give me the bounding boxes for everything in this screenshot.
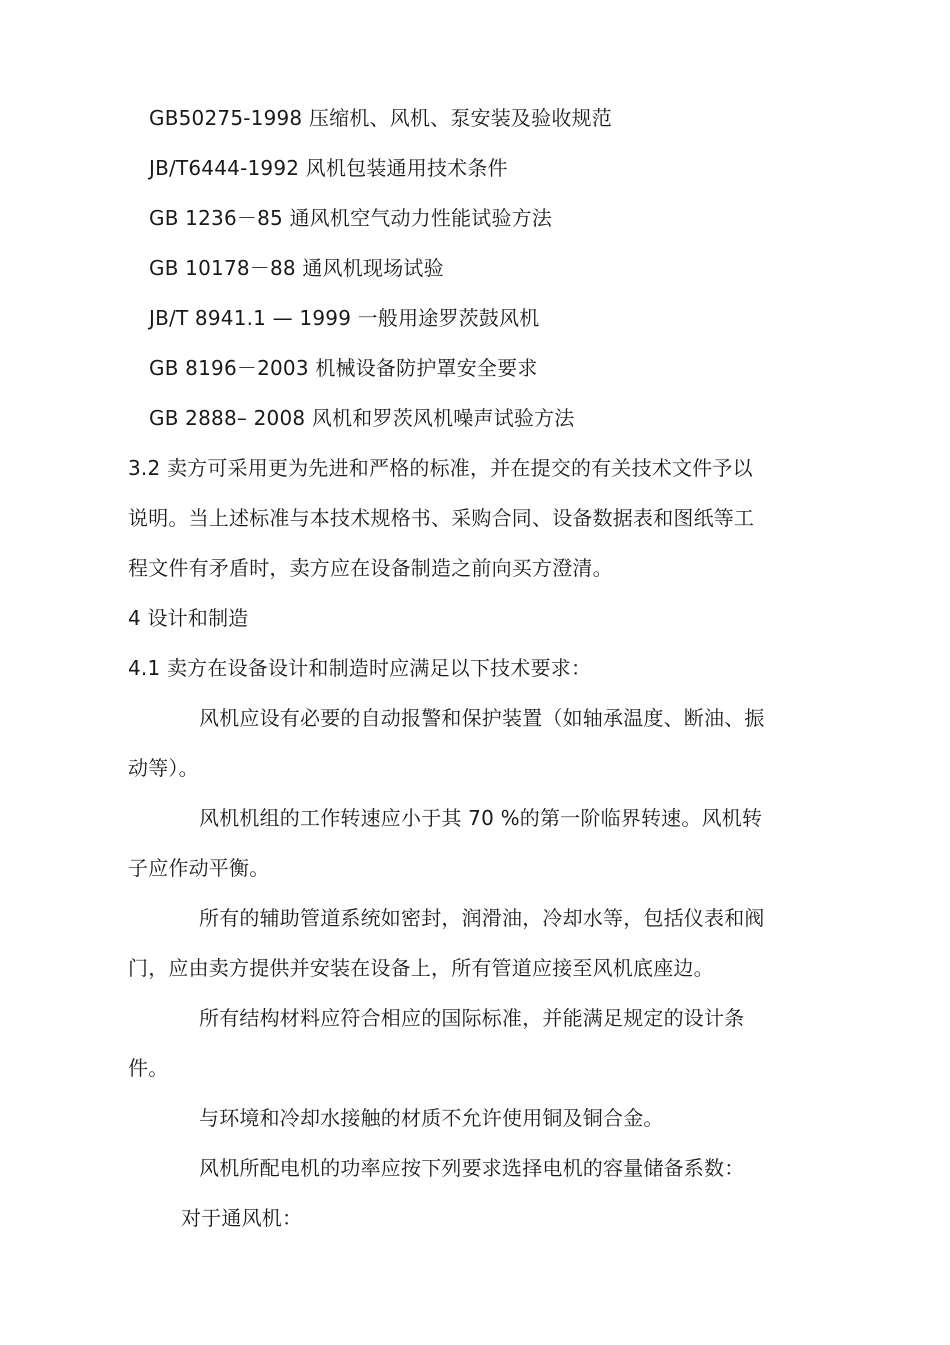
material-paragraph-line-1: 所有结构材料应符合相应的国际标准，并能满足规定的设计条: [199, 1006, 745, 1030]
standard-jbt6444: JB/T6444-1992 风机包装通用技术条件: [149, 156, 508, 180]
piping-paragraph-line-1: 所有的辅助管道系统如密封，润滑油，冷却水等，包括仪表和阀: [199, 906, 765, 930]
section-3-2-line-3: 程文件有矛盾时，卖方应在设备制造之前向买方澄清。: [128, 556, 613, 580]
fan-subheading: 对于通风机：: [181, 1206, 303, 1230]
section-3-2-line-2: 说明。当上述标准与本技术规格书、采购合同、设备数据表和图纸等工: [128, 506, 755, 530]
standard-gb10178: GB 10178－88 通风机现场试验: [149, 256, 444, 280]
section-3-2-line-1: 3.2 卖方可采用更为先进和严格的标准，并在提交的有关技术文件予以: [128, 456, 753, 480]
standard-gb2888: GB 2888– 2008 风机和罗茨风机噪声试验方法: [149, 406, 575, 430]
section-4-1-intro: 4.1 卖方在设备设计和制造时应满足以下技术要求：: [128, 656, 592, 680]
motor-paragraph: 风机所配电机的功率应按下列要求选择电机的容量储备系数：: [199, 1156, 745, 1180]
standard-gb8196: GB 8196－2003 机械设备防护罩安全要求: [149, 356, 538, 380]
alarm-paragraph-line-2: 动等）。: [128, 756, 199, 780]
material-paragraph-line-2: 件。: [128, 1056, 169, 1080]
standard-jbt8941: JB/T 8941.1 — 1999 一般用途罗茨鼓风机: [149, 306, 540, 330]
standard-gb50275: GB50275-1998 压缩机、风机、泵安装及验收规范: [149, 106, 612, 130]
alarm-paragraph-line-1: 风机应设有必要的自动报警和保护装置（如轴承温度、断油、振: [199, 706, 765, 730]
speed-paragraph-line-1: 风机机组的工作转速应小于其 70 %的第一阶临界转速。风机转: [199, 806, 763, 830]
section-4-heading: 4 设计和制造: [128, 606, 249, 630]
copper-paragraph: 与环境和冷却水接触的材质不允许使用铜及铜合金。: [199, 1106, 664, 1130]
piping-paragraph-line-2: 门，应由卖方提供并安装在设备上，所有管道应接至风机底座边。: [128, 956, 714, 980]
standard-gb1236: GB 1236－85 通风机空气动力性能试验方法: [149, 206, 553, 230]
speed-paragraph-line-2: 子应作动平衡。: [128, 856, 270, 880]
